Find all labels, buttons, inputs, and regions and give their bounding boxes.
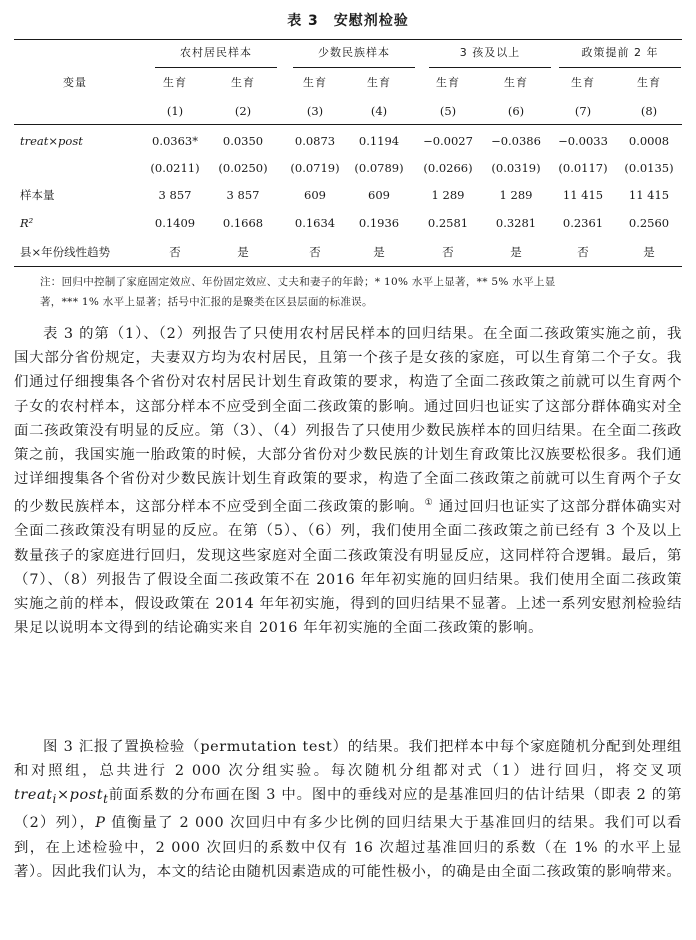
- table-cell: (0.0719): [290, 161, 340, 175]
- table-top-rule: [14, 39, 682, 40]
- table-cell: 609: [304, 188, 326, 202]
- footnote-marker: ①: [424, 498, 434, 509]
- table-cell: 11 415: [628, 188, 670, 202]
- row-label-treat-post-text: treat×post: [20, 134, 83, 148]
- post-variable: post: [69, 787, 104, 804]
- group-underline-three-children: [429, 67, 551, 68]
- table-cell: (0.0789): [354, 161, 404, 175]
- table-cell: (0.0211): [150, 161, 200, 175]
- table-cell: (0.0319): [491, 161, 541, 175]
- col-label-1: 生育: [163, 76, 187, 89]
- table-cell: 否: [577, 245, 589, 259]
- table-cell: 0.2361: [562, 216, 604, 230]
- col-number-4: (4): [370, 104, 388, 118]
- table-cell: −0.0033: [558, 134, 608, 148]
- variable-header: 变量: [63, 76, 87, 89]
- table-cell: (0.0250): [218, 161, 268, 175]
- col-label-2: 生育: [231, 76, 255, 89]
- table-cell: (0.0117): [558, 161, 608, 175]
- table-cell: 609: [368, 188, 390, 202]
- col-number-6: (6): [507, 104, 525, 118]
- table-cell: 是: [643, 245, 655, 259]
- col-number-8: (8): [640, 104, 658, 118]
- col-label-5: 生育: [436, 76, 460, 89]
- group-header-rural: 农村居民样本: [180, 46, 252, 59]
- table-cell: 11 415: [562, 188, 604, 202]
- post-subscript: t: [103, 792, 109, 807]
- row-label-r-squared-text: R²: [20, 216, 34, 230]
- body-paragraph-2: [14, 735, 682, 884]
- table-header-rule: [14, 124, 682, 125]
- table-bottom-rule: [14, 266, 682, 267]
- table-cell: 0.0363*: [152, 134, 198, 148]
- table-cell: −0.0027: [423, 134, 473, 148]
- col-number-7: (7): [574, 104, 592, 118]
- col-label-8: 生育: [637, 76, 661, 89]
- group-underline-rural: [155, 67, 277, 68]
- body-paragraph-1: [14, 322, 682, 640]
- table-cell: 0.0008: [628, 134, 670, 148]
- row-label-r-squared: [20, 216, 33, 230]
- p-value-letter: P: [95, 815, 106, 832]
- col-number-3: (3): [306, 104, 324, 118]
- table-cell: 0.2581: [427, 216, 469, 230]
- table-cell: 3 857: [226, 188, 260, 202]
- group-underline-policy-advance: [559, 67, 681, 68]
- table-cell: 1 289: [499, 188, 533, 202]
- treat-variable: treat: [14, 787, 53, 804]
- paragraph-1-part-b: 通过回归也证实了这部分群体确实对全面二孩政策没有明显的反应。在第（5）、（6）列，我们使用全面二孩政策之前已经有 3 个及以上数量孩子的家庭进行回归，发现这些家庭对全面二孩政策没有明显反应，这同样符合逻辑。最后，第（7）、（8）列报告了假设全面二孩政策不在 2016 年年初实施的回归结果。我们使用全面二孩政策实施之前的样本，假设政策在 2014 年年初实施，得到的回归结果不显著。上述一系列安慰剂检验结果足以说明本文得到的结论确实来自 2016 年年初实施的全面二孩政策的影响。: [14, 499, 682, 637]
- table-cell: −0.0386: [491, 134, 541, 148]
- table-cell: 0.0350: [222, 134, 264, 148]
- table-cell: (0.0135): [624, 161, 674, 175]
- table-cell: 是: [510, 245, 522, 259]
- table-cell: 否: [442, 245, 454, 259]
- group-header-three-children: 3 孩及以上: [459, 46, 521, 59]
- table-cell: 0.1936: [358, 216, 400, 230]
- col-number-2: (2): [234, 104, 252, 118]
- table-note-line-1: 注：回归中控制了家庭固定效应、年份固定效应、丈夫和妻子的年龄；* 10% 水平上显著，** 5% 水平上显: [40, 276, 556, 288]
- table-cell: 否: [169, 245, 181, 259]
- col-label-4: 生育: [367, 76, 391, 89]
- group-header-policy-advance: 政策提前 2 年: [581, 46, 659, 59]
- table-cell: 是: [237, 245, 249, 259]
- table-cell: 0.3281: [495, 216, 537, 230]
- table-cell: (0.0266): [423, 161, 473, 175]
- paragraph-2-part-c: 值衡量了 2 000 次回归中有多少比例的回归结果大于基准回归的结果。我们可以看到，在上述检验中，2 000 次回归的系数中仅有 16 次超过基准回归的系数（在 1% 的水平上显著）。因此我们认为，本文的结论由随机因素造成的可能性极小，的确是由全面二孩政策的影响带来。: [14, 815, 682, 880]
- group-underline-minority: [293, 67, 415, 68]
- group-header-minority: 少数民族样本: [318, 46, 390, 59]
- table-cell: 3 857: [158, 188, 192, 202]
- table-cell: 0.1194: [358, 134, 400, 148]
- table-cell: 0.1409: [154, 216, 196, 230]
- paragraph-1-part-a: 表 3 的第（1）、（2）列报告了只使用农村居民样本的回归结果。在全面二孩政策实施之前，我国大部分省份规定，夫妻双方均为农村居民，且第一个孩子是女孩的家庭，可以生育第二个子女。我们通过仔细搜集各个省份对农村居民计划生育政策的要求，构造了全面二孩政策之前就可以生育两个子女的农村样本，这部分样本不应受到全面二孩政策的影响。通过回归也证实了这部分群体确实对全面二孩政策没有明显的反应。第（3）、（4）列报告了只使用少数民族样本的回归结果。在全面二孩政策之前，我国实施一胎政策的时候，大部分省份对少数民族的计划生育政策比汉族要松很多。我们通过详细搜集各个省份对少数民族计划生育政策的要求，构造了全面二孩政策之前就可以生育两个子女的少数民族样本，这部分样本不应受到全面二孩政策的影响。: [14, 326, 682, 516]
- table-cell: 0.2560: [628, 216, 670, 230]
- col-label-3: 生育: [303, 76, 327, 89]
- col-label-6: 生育: [504, 76, 528, 89]
- row-label-sample-size: 样本量: [20, 188, 55, 202]
- table-note-line-2: 著，*** 1% 水平上显著；括号中汇报的是聚类在区县层面的标准误。: [40, 296, 373, 308]
- paragraph-2-part-a: 图 3 汇报了置换检验（permutation test）的结果。我们把样本中每个家庭随机分配到处理组和对照组，总共进行 2 000 次分组实验。每次随机分组都对式（1）进行回归，将交叉项: [14, 739, 682, 780]
- col-label-7: 生育: [571, 76, 595, 89]
- table-cell: 0.1668: [222, 216, 264, 230]
- treat-subscript: i: [52, 792, 57, 807]
- col-number-5: (5): [439, 104, 457, 118]
- table-cell: 0.1634: [294, 216, 336, 230]
- times-sign: ×: [57, 787, 70, 804]
- table-cell: 1 289: [431, 188, 465, 202]
- row-label-county-trend: 县×年份线性趋势: [20, 245, 111, 259]
- row-label-treat-post: [20, 134, 83, 148]
- table-cell: 0.0873: [294, 134, 336, 148]
- table-title: 表 3 安慰剂检验: [287, 13, 409, 29]
- col-number-1: (1): [166, 104, 184, 118]
- table-cell: 是: [373, 245, 385, 259]
- paragraph-2-part-b: 前面系数的分布画在图 3 中。图中的垂线对应的是基准回归的估计结果（即表 2 的第（2）列），: [14, 787, 682, 832]
- table-cell: 否: [309, 245, 321, 259]
